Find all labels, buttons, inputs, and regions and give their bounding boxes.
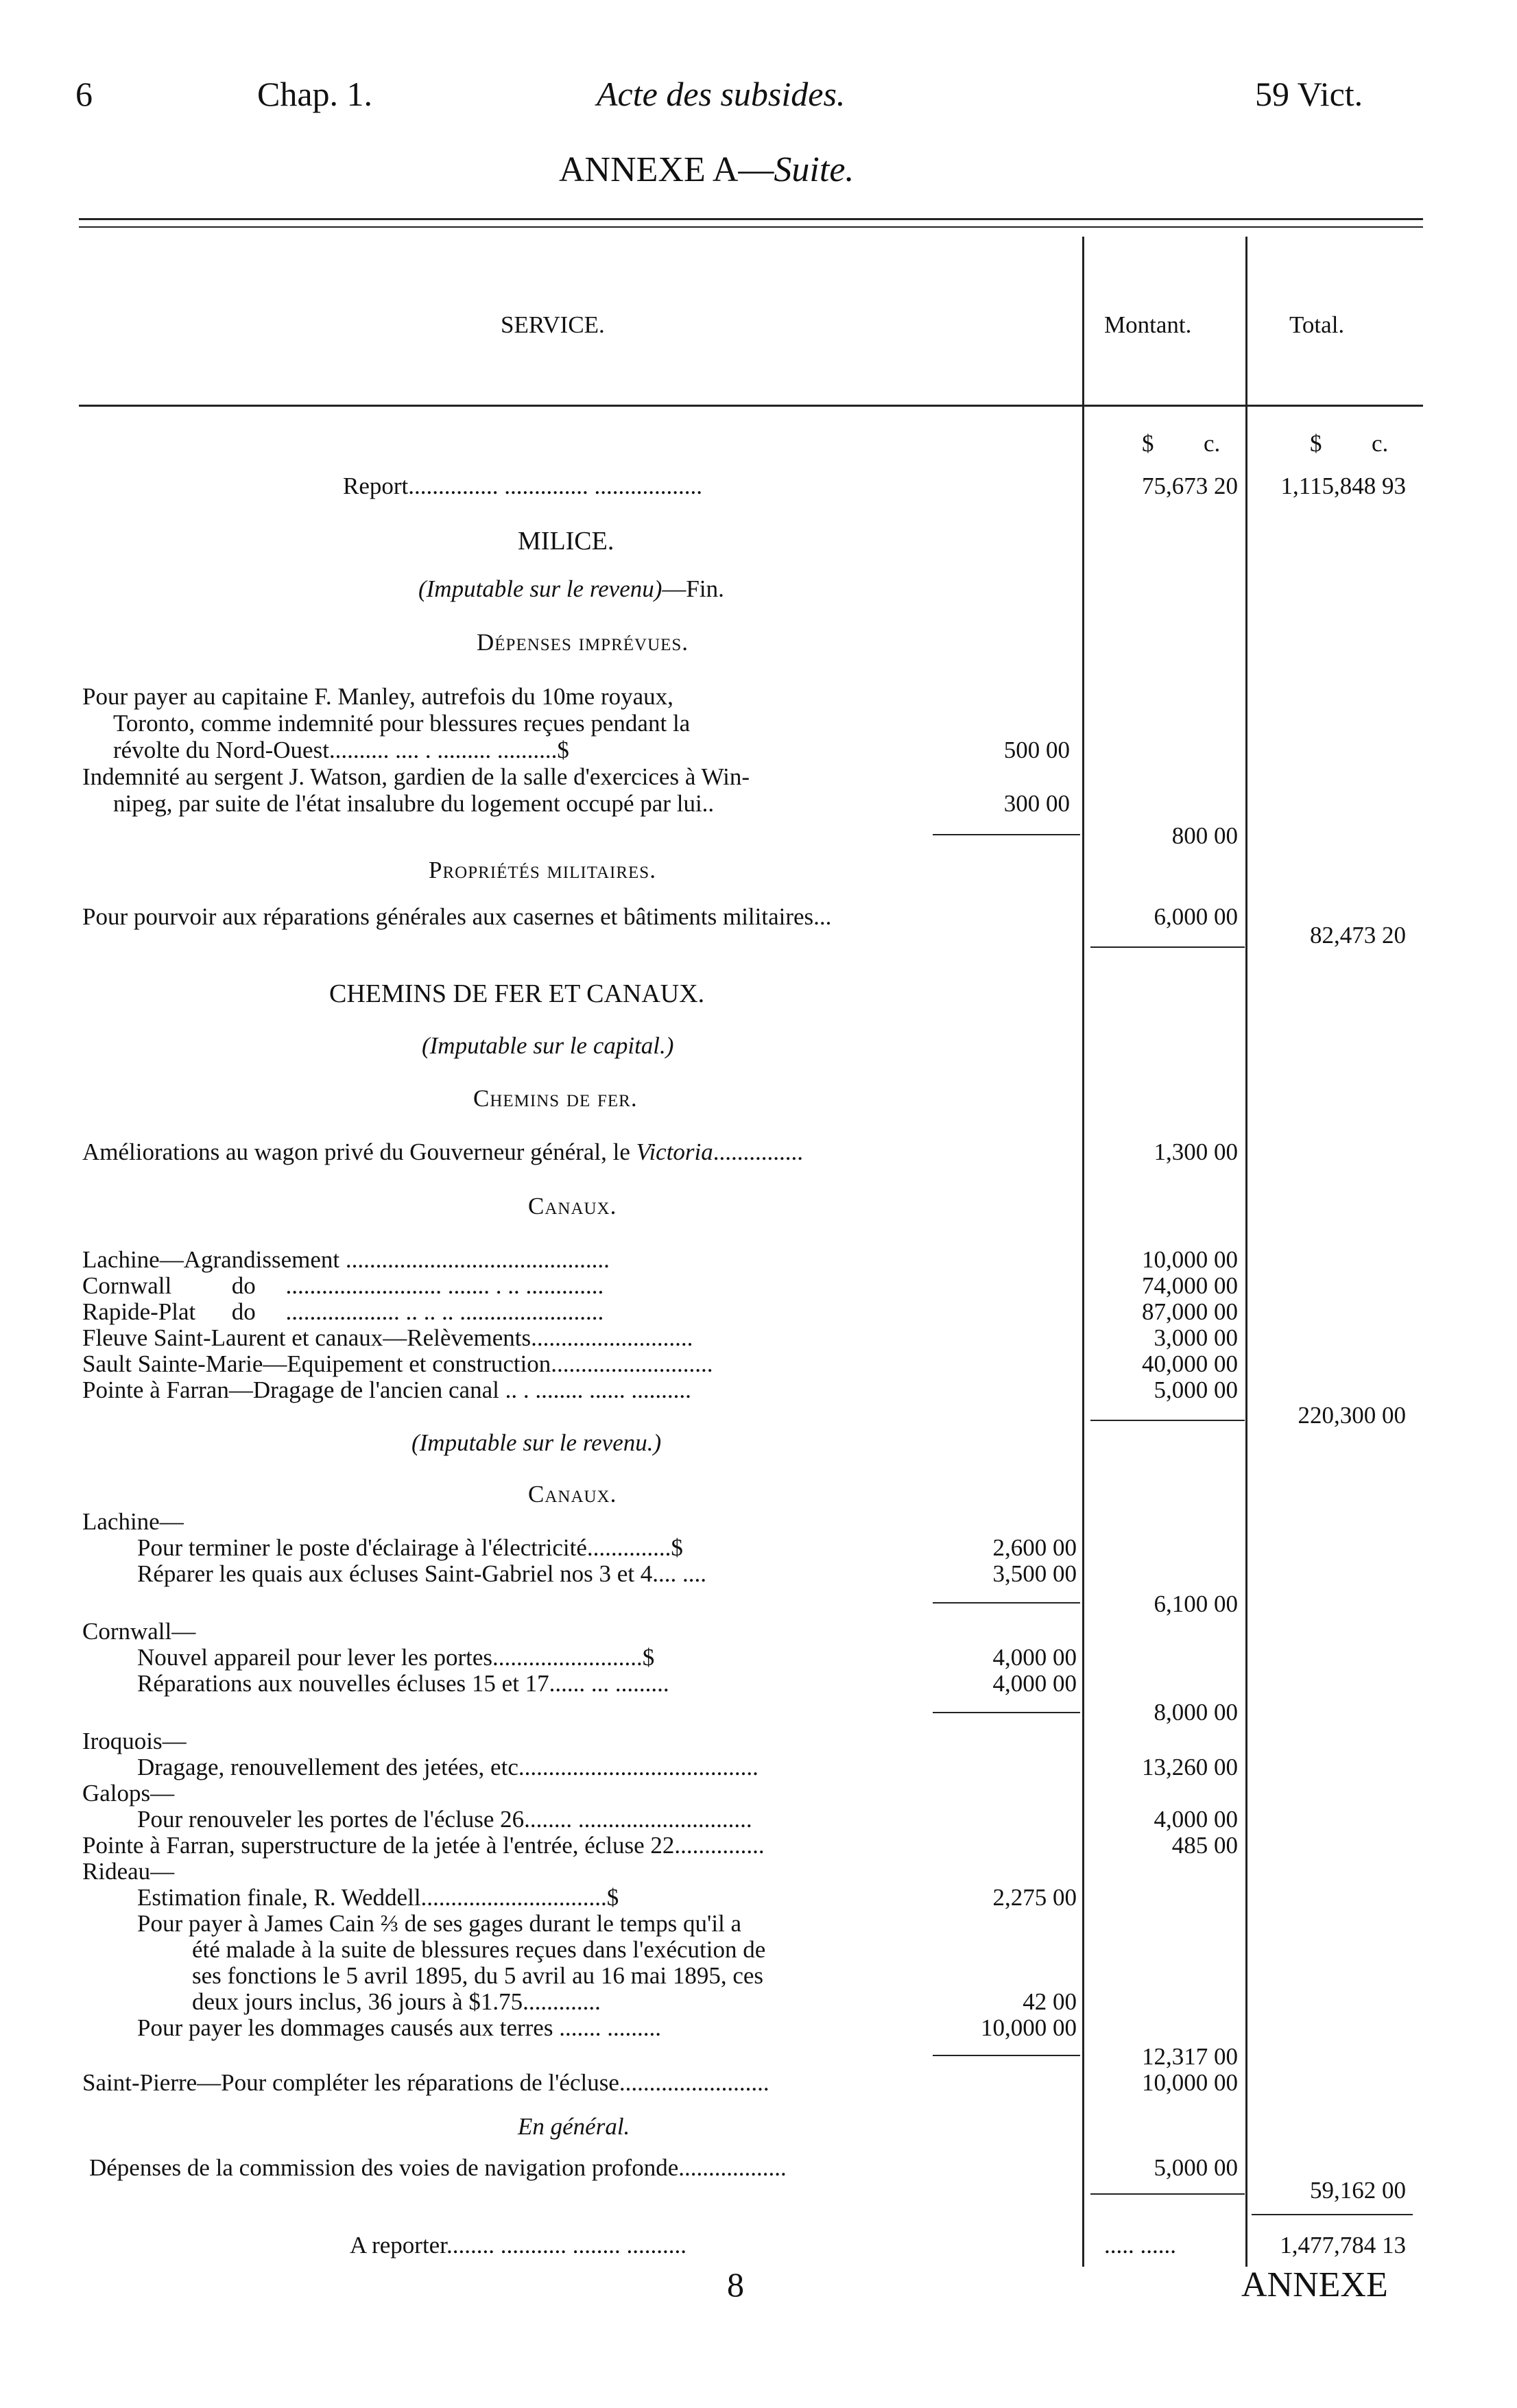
heading-rule (79, 405, 1423, 407)
imputable-revenu: (Imputable sur le revenu.) (411, 1429, 662, 1456)
rideau-item-3: Pour payer les dommages causés aux terres ....... ......... (137, 2014, 661, 2041)
commission-item: Dépenses de la commission des voies de navigation profonde.................. (89, 2154, 787, 2181)
report-label: Report (343, 473, 409, 499)
rideau-item-2c: ses fonctions le 5 avril 1895, du 5 avril au 16 mai 1895, ces (192, 1962, 764, 1989)
canaux-sub-2: Canaux. (528, 1481, 617, 1507)
capital-total: 220,300 00 (1298, 1402, 1406, 1429)
report-montant: 75,673 20 (1142, 473, 1238, 499)
page-number: 6 (75, 75, 93, 113)
farran-item: Pointe à Farran, superstructure de la jetée à l'entrée, écluse 22............... (82, 1832, 765, 1859)
lachine-heading: Lachine— (82, 1508, 184, 1535)
milice-fin: —Fin. (662, 575, 724, 602)
rule-cornwall (933, 1712, 1080, 1713)
revenu-total: 59,162 00 (1310, 2177, 1406, 2204)
rideau-item-2-amount: 42 00 (1023, 1988, 1077, 2015)
proprietes-militaires: Propriétés militaires. (429, 857, 656, 883)
en-general: En général. (518, 2113, 630, 2140)
casernes-line: Pour pourvoir aux réparations générales aux casernes et bâtiments militaires... (82, 903, 832, 930)
top-rule-2 (79, 226, 1423, 228)
lachine-item-1-amount: 2,600 00 (992, 1534, 1077, 1561)
column-rule-2 (1245, 237, 1247, 2267)
watson-amount: 300 00 (1003, 790, 1070, 817)
a-reporter-total: 1,477,784 13 (1280, 2232, 1406, 2258)
unit-cents-montant: c. (1204, 430, 1221, 457)
manley-line-1: Pour payer au capitaine F. Manley, autrefois du 10me royaux, (82, 683, 673, 710)
victoria-name: Victoria (636, 1139, 713, 1165)
canal-item-6: Pointe à Farran—Dragage de l'ancien canal .. . ........ ...... .......... (82, 1377, 691, 1403)
annex-title-main: ANNEXE A— (559, 150, 774, 189)
rule-total (1252, 2214, 1413, 2215)
imputable-capital: (Imputable sur le capital.) (422, 1032, 674, 1059)
canal-item-4: Fleuve Saint-Laurent et canaux—Relèvements........................... (82, 1325, 693, 1351)
stpierre-item: Saint-Pierre—Pour compléter les réparations de l'écluse......................... (82, 2069, 769, 2096)
manley-line-2: Toronto, comme indemnité pour blessures reçues pendant la (113, 710, 691, 737)
annex-title (559, 150, 854, 190)
victoria-dots: ............... (713, 1139, 804, 1165)
report-row (343, 473, 1077, 499)
iroquois-amount: 13,260 00 (1142, 1754, 1238, 1780)
cornwall-heading: Cornwall— (82, 1618, 196, 1645)
cornwall-total: 8,000 00 (1154, 1699, 1238, 1726)
signature-mark: 8 (727, 2265, 744, 2304)
chemins-title: CHEMINS DE FER ET CANAUX. (329, 979, 705, 1008)
chemins-de-fer-sub: Chemins de fer. (473, 1085, 638, 1112)
annex-title-suite: Suite. (774, 150, 855, 189)
unit-dollar-montant: $ (1142, 430, 1154, 457)
victoria-amount: 1,300 00 (1154, 1139, 1238, 1165)
stpierre-amount: 10,000 00 (1142, 2069, 1238, 2096)
canal-item-6-amount: 5,000 00 (1154, 1376, 1238, 1403)
rideau-item-2d: deux jours inclus, 36 jours à $1.75............. (192, 1988, 601, 2015)
cornwall-item-2-amount: 4,000 00 (992, 1670, 1077, 1697)
canal-item-1-amount: 10,000 00 (1142, 1246, 1238, 1273)
rideau-heading: Rideau— (82, 1858, 175, 1885)
regnal-year: 59 Vict. (1255, 75, 1363, 113)
report-dots: ............... .............. .................. (408, 473, 703, 499)
iroquois-item: Dragage, renouvellement des jetées, etc........................................ (137, 1754, 758, 1780)
chapter-label: Chap. 1. (257, 75, 373, 113)
a-reporter-dots: ........ ........... ........ .......... (446, 2232, 686, 2258)
rideau-item-1: Estimation finale, R. Weddell...............................$ (137, 1884, 619, 1911)
canal-item-1: Lachine—Agrandissement ............................................ (82, 1247, 610, 1273)
depenses-imprevues: Dépenses imprévues. (477, 629, 689, 656)
watson-line-1: Indemnité au sergent J. Watson, gardien de la salle d'exercices à Win- (82, 763, 750, 790)
top-rule-1 (79, 218, 1423, 220)
victoria-line (82, 1139, 803, 1165)
canal-item-3-amount: 87,000 00 (1142, 1298, 1238, 1325)
iroquois-heading: Iroquois— (82, 1728, 187, 1754)
a-reporter-montant-dots: ..... ...... (1104, 2232, 1176, 2258)
canal-item-3: Rapide-Plat do ................... .. .. .. ........................ (82, 1299, 604, 1325)
col-montant: Montant. (1104, 311, 1192, 338)
rideau-total: 12,317 00 (1142, 2043, 1238, 2070)
rule-lachine (933, 1602, 1080, 1604)
manley-amount: 500 00 (1003, 737, 1070, 763)
cornwall-item-1: Nouvel appareil pour lever les portes.........................$ (137, 1644, 655, 1671)
col-service: SERVICE. (501, 311, 605, 338)
galops-item: Pour renouveler les portes de l'écluse 26........ ............................. (137, 1806, 752, 1833)
casernes-amount: 6,000 00 (1154, 903, 1238, 930)
victoria-text: Améliorations au wagon privé du Gouverneur général, le (82, 1139, 636, 1165)
rule-subtotal-milice (933, 834, 1080, 835)
col-total: Total. (1289, 311, 1345, 338)
canaux-sub: Canaux. (528, 1193, 617, 1219)
rule-montant-capital (1090, 1420, 1245, 1421)
report-total: 1,115,848 93 (1280, 473, 1406, 499)
lachine-item-2-amount: 3,500 00 (992, 1560, 1077, 1587)
canal-item-2: Cornwall do .......................... ....... . .. ............. (82, 1273, 604, 1299)
unit-dollar-total: $ (1310, 430, 1322, 457)
canal-item-5-amount: 40,000 00 (1142, 1350, 1238, 1377)
milice-imputable (418, 576, 724, 602)
canal-item-4-amount: 3,000 00 (1154, 1324, 1238, 1351)
act-title: Acte des subsides. (597, 75, 846, 113)
canal-item-5: Sault Sainte-Marie—Equipement et construction........................... (82, 1351, 713, 1377)
galops-heading: Galops— (82, 1780, 175, 1807)
rule-rideau (933, 2055, 1080, 2056)
rule-montant-revenu (1090, 2193, 1245, 2195)
lachine-item-2: Réparer les quais aux écluses Saint-Gabriel nos 3 et 4.... .... (137, 1560, 707, 1587)
catchword: ANNEXE (1241, 2265, 1388, 2304)
farran-amount: 485 00 (1171, 1832, 1238, 1859)
milice-imputable-text: (Imputable sur le revenu) (418, 575, 662, 602)
cornwall-item-2: Réparations aux nouvelles écluses 15 et 17...... ... ......... (137, 1670, 669, 1697)
lachine-total: 6,100 00 (1154, 1590, 1238, 1617)
rideau-item-3-amount: 10,000 00 (981, 2014, 1077, 2041)
a-reporter-row (350, 2232, 686, 2258)
unit-cents-total: c. (1372, 430, 1389, 457)
rideau-item-2a: Pour payer à James Cain ⅔ de ses gages durant le temps qu'il a (137, 1910, 742, 1937)
rule-montant-milice (1090, 946, 1245, 948)
manley-line-3: révolte du Nord-Ouest.......... .... . ......... ..........$ (113, 737, 569, 763)
depenses-total: 800 00 (1171, 822, 1238, 849)
a-reporter-label: A reporter (350, 2232, 446, 2258)
rideau-item-2b: été malade à la suite de blessures reçues dans l'exécution de (192, 1936, 766, 1963)
lachine-item-1: Pour terminer le poste d'éclairage à l'électricité..............$ (137, 1534, 683, 1561)
milice-title: MILICE. (518, 527, 614, 556)
commission-amount: 5,000 00 (1154, 2154, 1238, 2181)
milice-total: 82,473 20 (1310, 922, 1406, 949)
watson-line-2: nipeg, par suite de l'état insalubre du logement occupé par lui.. (113, 790, 715, 817)
rideau-item-1-amount: 2,275 00 (992, 1884, 1077, 1911)
galops-amount: 4,000 00 (1154, 1806, 1238, 1833)
canal-item-2-amount: 74,000 00 (1142, 1272, 1238, 1299)
cornwall-item-1-amount: 4,000 00 (992, 1644, 1077, 1671)
